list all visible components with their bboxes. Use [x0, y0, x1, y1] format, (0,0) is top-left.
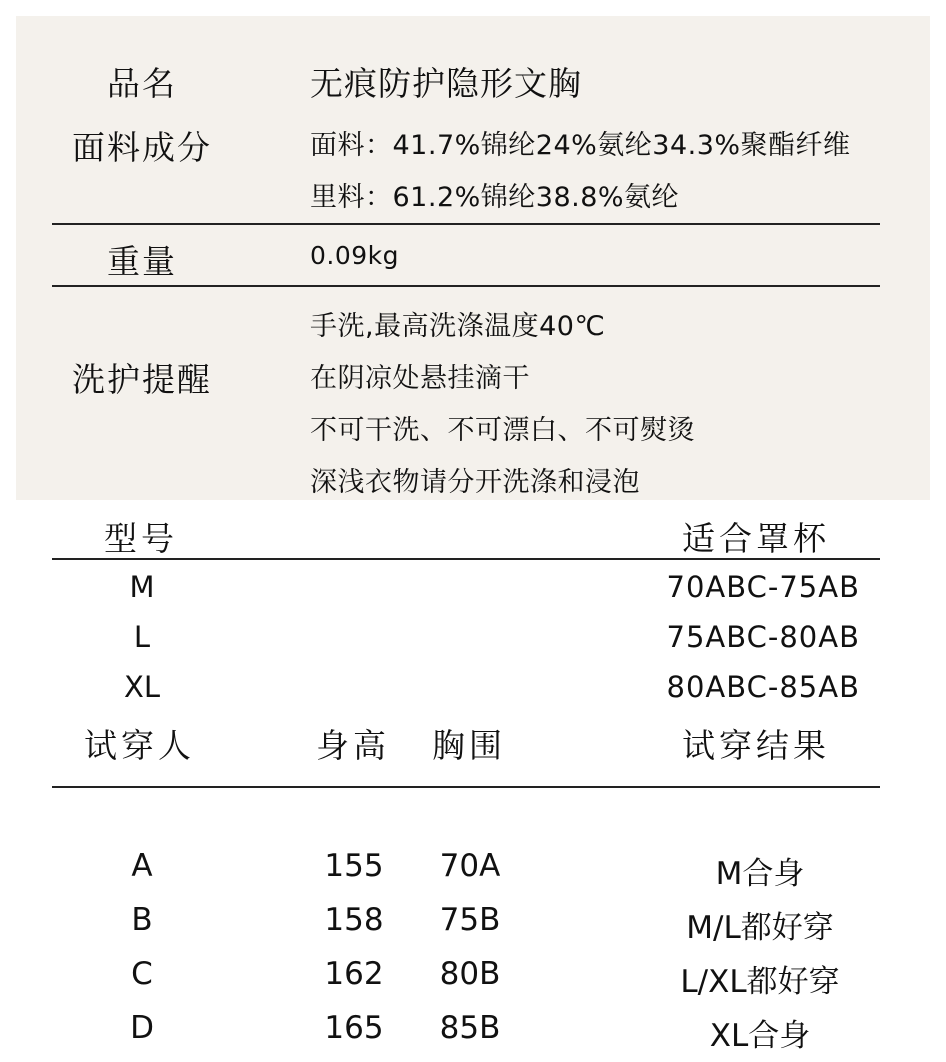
cup-range-l: 75ABC-80AB	[666, 620, 860, 654]
fabric-line: 面料：41.7%锦纶24%氨纶34.3%聚酯纤维	[310, 130, 851, 161]
trial-bust: 70A	[439, 848, 501, 884]
size-l: L	[133, 620, 151, 654]
product-name-label: 品名	[107, 64, 177, 103]
trial-result-header: 试穿结果	[682, 726, 830, 765]
product-name-value: 无痕防护隐形文胸	[310, 64, 582, 103]
divider	[52, 285, 880, 287]
trial-person: B	[131, 902, 153, 938]
lining-line: 里料：61.2%锦纶38.8%氨纶	[310, 182, 680, 213]
trial-person: A	[131, 848, 153, 884]
cup-range-xl: 80ABC-85AB	[666, 670, 860, 704]
care-line: 在阴凉处悬挂滴干	[310, 363, 530, 394]
care-line: 不可干洗、不可漂白、不可熨烫	[310, 415, 695, 446]
care-line: 深浅衣物请分开洗涤和浸泡	[310, 467, 640, 498]
fabric-label: 面料成分	[72, 128, 212, 167]
care-label: 洗护提醒	[72, 360, 212, 399]
trial-person: D	[130, 1010, 154, 1046]
trial-person-header: 试穿人	[84, 726, 195, 765]
cup-header: 适合罩杯	[682, 519, 830, 558]
trial-result: XL合身	[709, 1018, 811, 1054]
trial-height: 162	[324, 956, 384, 992]
weight-label: 重量	[107, 242, 177, 281]
trial-result: L/XL都好穿	[680, 964, 840, 1000]
size-xl: XL	[123, 670, 161, 704]
trial-bust: 80B	[439, 956, 501, 992]
trial-bust: 75B	[439, 902, 501, 938]
size-m: M	[129, 570, 155, 604]
weight-value: 0.09kg	[310, 241, 400, 270]
trial-bust-header: 胸围	[432, 726, 506, 765]
trial-height: 158	[324, 902, 384, 938]
trial-result: M合身	[715, 856, 805, 892]
trial-bust: 85B	[439, 1010, 501, 1046]
trial-person: C	[131, 956, 153, 992]
divider	[52, 558, 880, 560]
cup-range-m: 70ABC-75AB	[666, 570, 860, 604]
model-header: 型号	[104, 519, 178, 558]
trial-result: M/L都好穿	[686, 910, 834, 946]
care-line: 手洗,最高洗涤温度40℃	[310, 311, 606, 342]
trial-height-header: 身高	[316, 726, 390, 765]
trial-height: 165	[324, 1010, 384, 1046]
divider	[52, 786, 880, 788]
divider	[52, 223, 880, 225]
trial-height: 155	[324, 848, 384, 884]
